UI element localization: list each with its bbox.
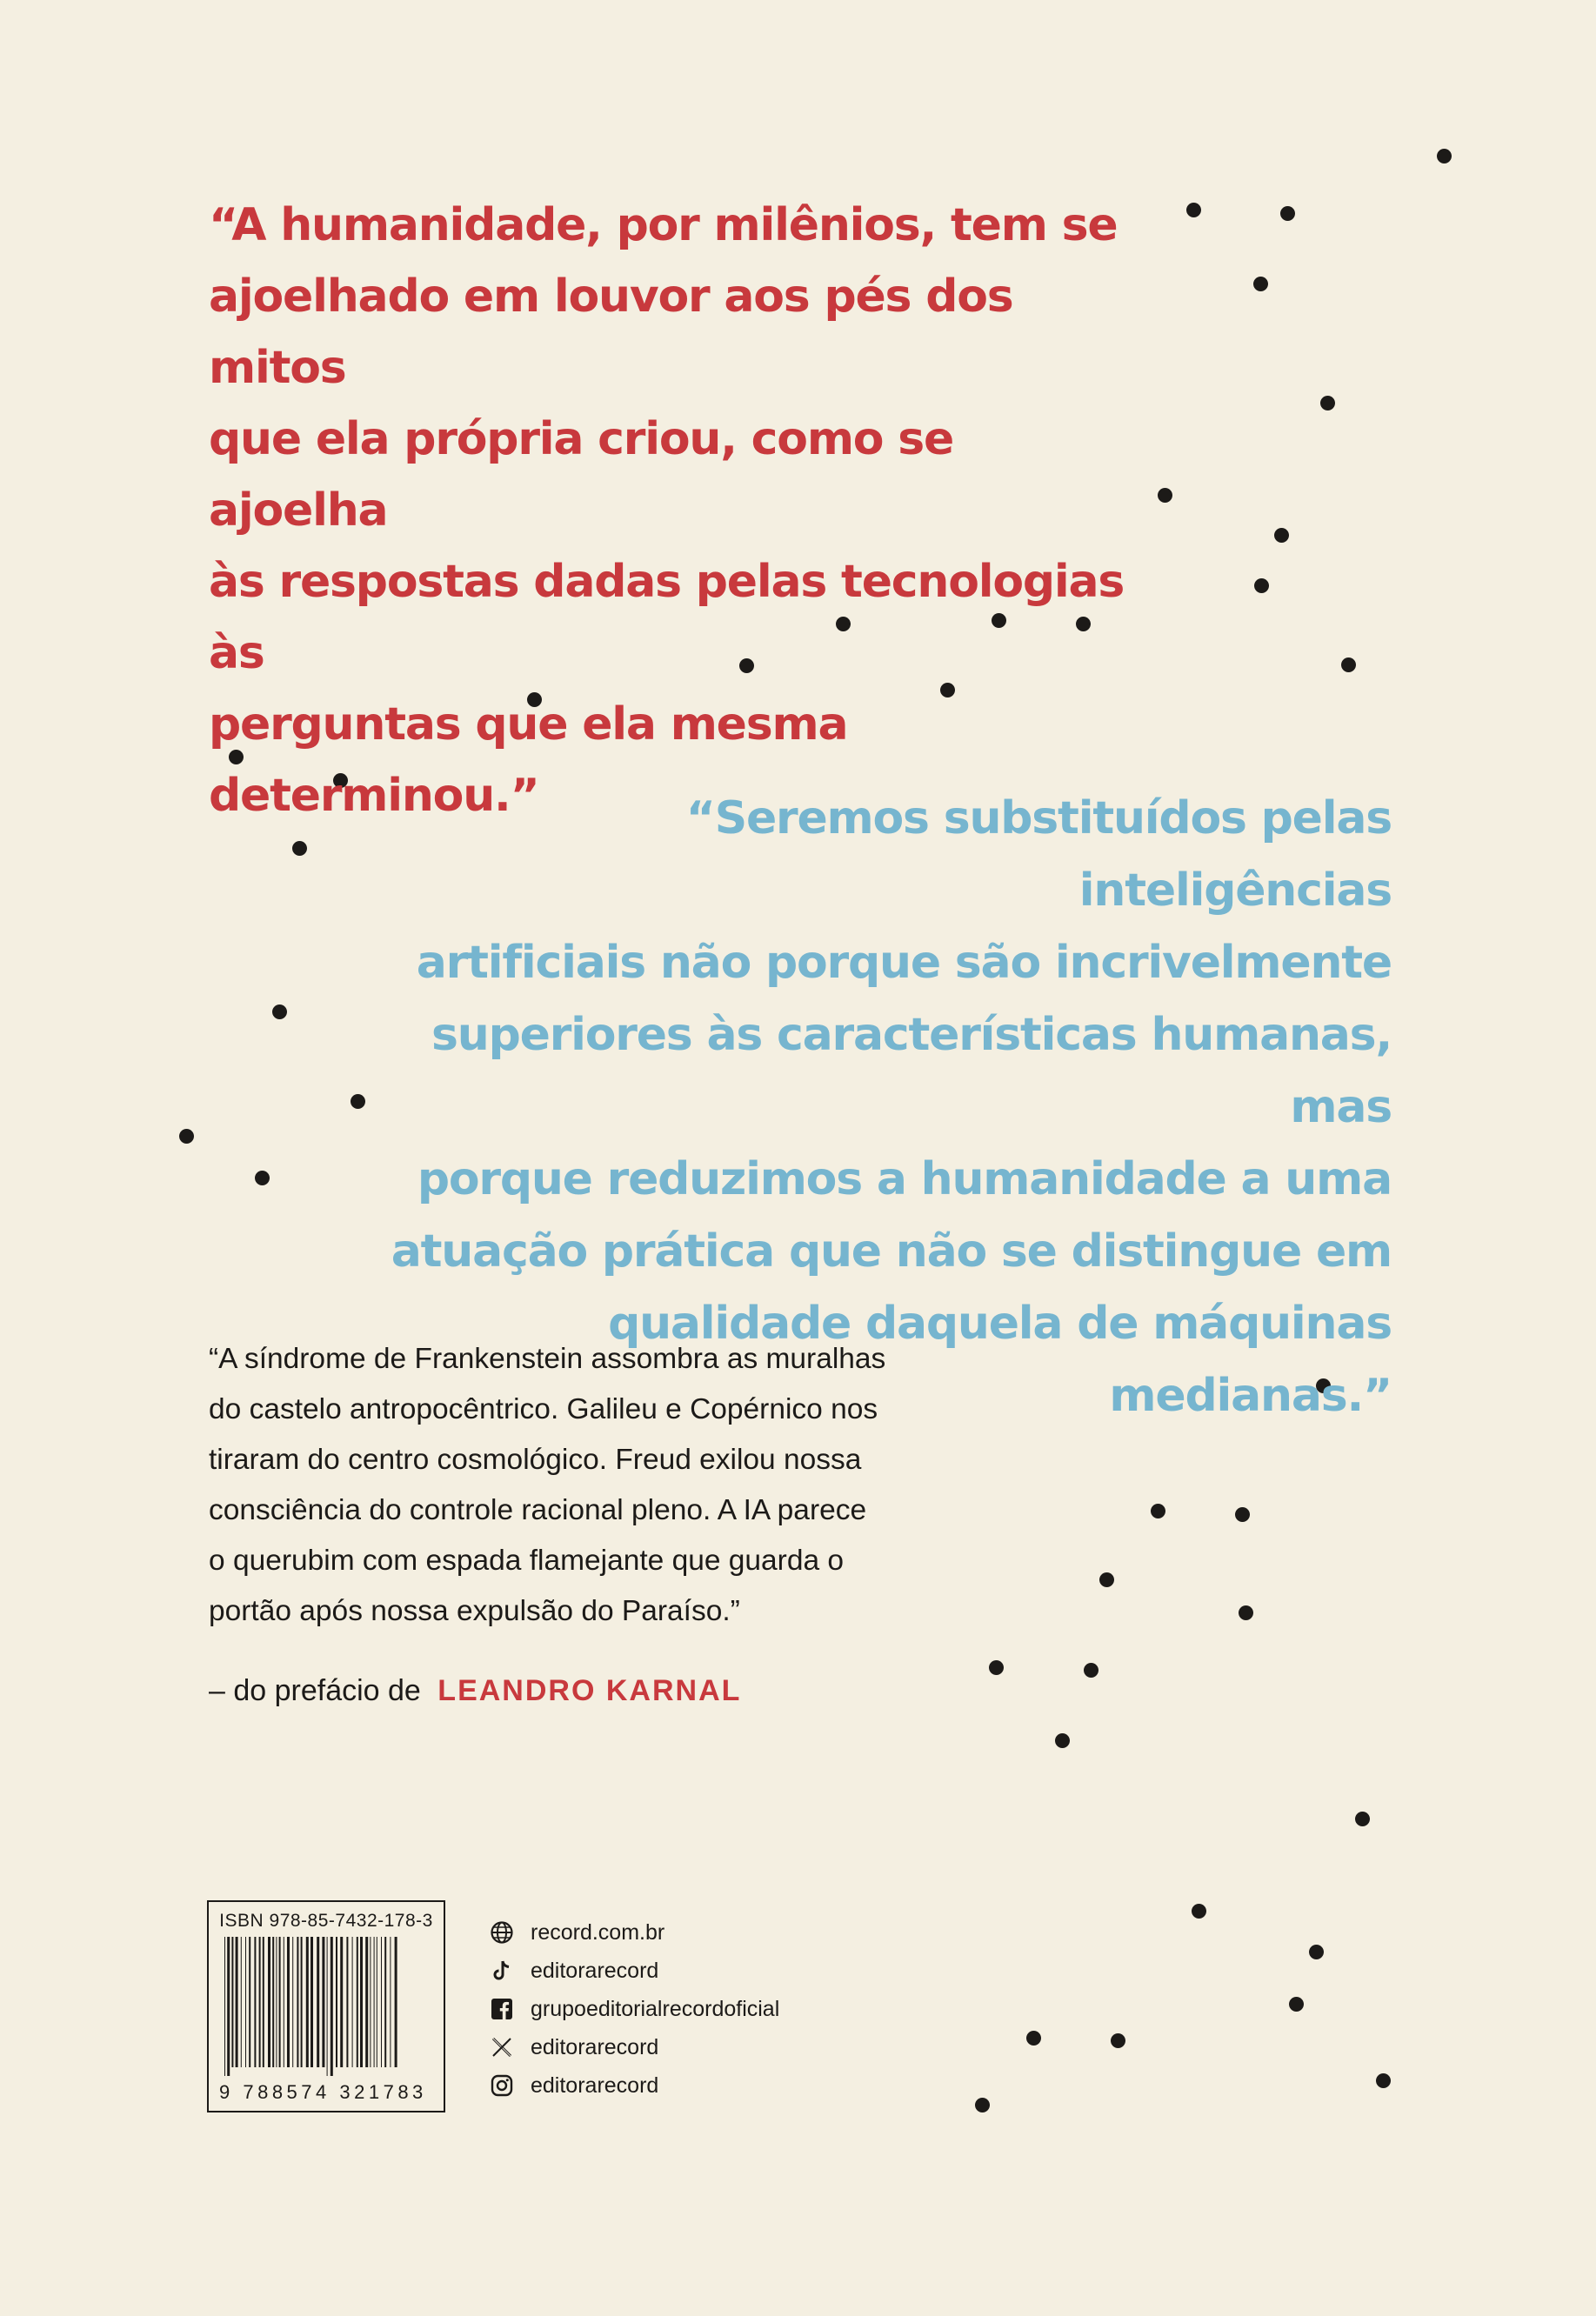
dot [1274, 528, 1289, 543]
barcode-bar [357, 1937, 358, 2067]
social-item-tiktok[interactable] [489, 1952, 779, 1990]
barcode-bar [268, 1937, 270, 2067]
barcode-bar [331, 1937, 333, 2076]
barcode-bar [236, 1937, 238, 2067]
barcode-bar [340, 1937, 343, 2067]
quote-line: “A humanidade, por milênios, tem se [209, 199, 1118, 251]
barcode-bar [224, 1937, 225, 2076]
barcode-digits: 9 788574 321783 [219, 2081, 427, 2103]
quote-line: qualidade daquela de máquinas medianas.” [608, 1298, 1392, 1422]
barcode-bar [287, 1937, 290, 2067]
preface-quote [209, 1334, 974, 1637]
social-label: editorarecord [531, 1958, 659, 1983]
dot [989, 1660, 1004, 1675]
barcode-bar [352, 1937, 353, 2067]
barcode-bar [374, 1937, 375, 2067]
barcode-bar [381, 1937, 382, 2067]
dot [1055, 1733, 1070, 1748]
barcode-bar [272, 1937, 274, 2067]
dot [1280, 206, 1295, 221]
red-pull-quote [209, 190, 1131, 831]
quote-line: porque reduzimos a humanidade a uma [417, 1153, 1392, 1205]
barcode-bar [306, 1937, 309, 2067]
tiktok-icon [489, 1958, 515, 1984]
quote-line: o querubim com espada flamejante que guarda o [209, 1545, 845, 1577]
dot [1437, 149, 1452, 164]
barcode-bar [259, 1937, 261, 2067]
social-item-x[interactable] [489, 2028, 779, 2066]
dot [272, 1004, 287, 1019]
barcode-bar [263, 1937, 264, 2067]
facebook-icon [489, 1996, 515, 2022]
dot [1355, 1812, 1370, 1826]
social-label: editorarecord [531, 2034, 659, 2059]
social-item-website[interactable] [489, 1913, 779, 1952]
quote-line: às respostas dadas pelas tecnologias às [209, 556, 1125, 679]
quote-line: portão após nossa expulsão do Paraíso.” [209, 1595, 740, 1627]
social-links [489, 1913, 779, 2105]
dot [1192, 1904, 1206, 1919]
barcode-bar [384, 1937, 386, 2067]
quote-line: superiores às características humanas, mas [431, 1009, 1392, 1133]
barcode-bar [327, 1937, 328, 2076]
barcode-bar [360, 1937, 363, 2067]
dot [1099, 1572, 1114, 1587]
dot [255, 1171, 270, 1185]
quote-line: que ela própria criou, como se ajoelha [209, 413, 954, 537]
quote-line: atuação prática que não se distingue em [391, 1225, 1392, 1278]
dot [1341, 657, 1356, 672]
dot [1186, 203, 1201, 217]
dot [1151, 1504, 1165, 1518]
dot [975, 2098, 990, 2112]
dot [1320, 396, 1335, 410]
barcode-bar [311, 1937, 313, 2067]
barcode-bars [221, 1937, 435, 2076]
dot [1026, 2031, 1041, 2046]
barcode-bar [227, 1937, 230, 2076]
quote-line: artificiais não porque são incrivelmente [416, 937, 1392, 989]
quote-line: perguntas que ela mesma determinou.” [209, 698, 848, 822]
barcode-bar [245, 1937, 246, 2067]
isbn-barcode [207, 1900, 445, 2112]
quote-line: consciência do controle racional pleno. A IA parece [209, 1494, 867, 1526]
dot [179, 1129, 194, 1144]
barcode-bar [276, 1937, 277, 2067]
dot [292, 841, 307, 856]
barcode-bar [390, 1937, 391, 2067]
barcode-bar [346, 1937, 348, 2067]
social-label: grupoeditorialrecordoficial [531, 1996, 780, 2021]
attribution-prefix: – do prefácio de [209, 1674, 421, 1707]
barcode-bar [254, 1937, 256, 2067]
social-label: record.com.br [531, 1919, 665, 1945]
barcode-bar [365, 1937, 368, 2067]
dot [1158, 488, 1172, 503]
globe-icon [489, 1919, 515, 1946]
dot [1253, 277, 1268, 291]
quote-line: “A síndrome de Frankenstein assombra as muralhas [209, 1343, 886, 1375]
dot [1254, 578, 1269, 593]
dot [1239, 1605, 1253, 1620]
author-name: LEANDRO KARNAL [437, 1674, 742, 1707]
dot [1111, 2033, 1125, 2048]
barcode-bar [322, 1937, 324, 2067]
dot [351, 1094, 365, 1109]
barcode-bar [370, 1937, 371, 2067]
barcode-bar [317, 1937, 319, 2067]
barcode-bar [231, 1937, 233, 2067]
barcode-bar [279, 1937, 281, 2067]
quote-line: tiraram do centro cosmológico. Freud exilou nossa [209, 1444, 862, 1476]
dot [1235, 1507, 1250, 1522]
instagram-icon [489, 2072, 515, 2099]
quote-line: do castelo antropocêntrico. Galileu e Copérnico nos [209, 1393, 878, 1425]
social-label: editorarecord [531, 2072, 659, 2098]
quote-line: “Seremos substituídos pelas inteligências [685, 792, 1392, 917]
barcode-bar [249, 1937, 250, 2067]
dot [1084, 1663, 1099, 1678]
social-item-facebook[interactable] [489, 1990, 779, 2028]
barcode-bar [292, 1937, 293, 2067]
dot [1289, 1997, 1304, 2012]
isbn-label: ISBN 978-85-7432-178-3 [219, 1911, 433, 1931]
barcode-bar [297, 1937, 298, 2067]
social-item-instagram[interactable] [489, 2066, 779, 2105]
x-icon [489, 2034, 515, 2060]
quote-line: ajoelhado em louvor aos pés dos mitos [209, 270, 1013, 394]
barcode-bar [395, 1937, 397, 2067]
barcode-bar [301, 1937, 303, 2067]
dot [1309, 1945, 1324, 1959]
dot [1376, 2073, 1391, 2088]
barcode-bar [241, 1937, 242, 2067]
preface-attribution [209, 1674, 741, 1708]
barcode-bar [336, 1937, 337, 2067]
